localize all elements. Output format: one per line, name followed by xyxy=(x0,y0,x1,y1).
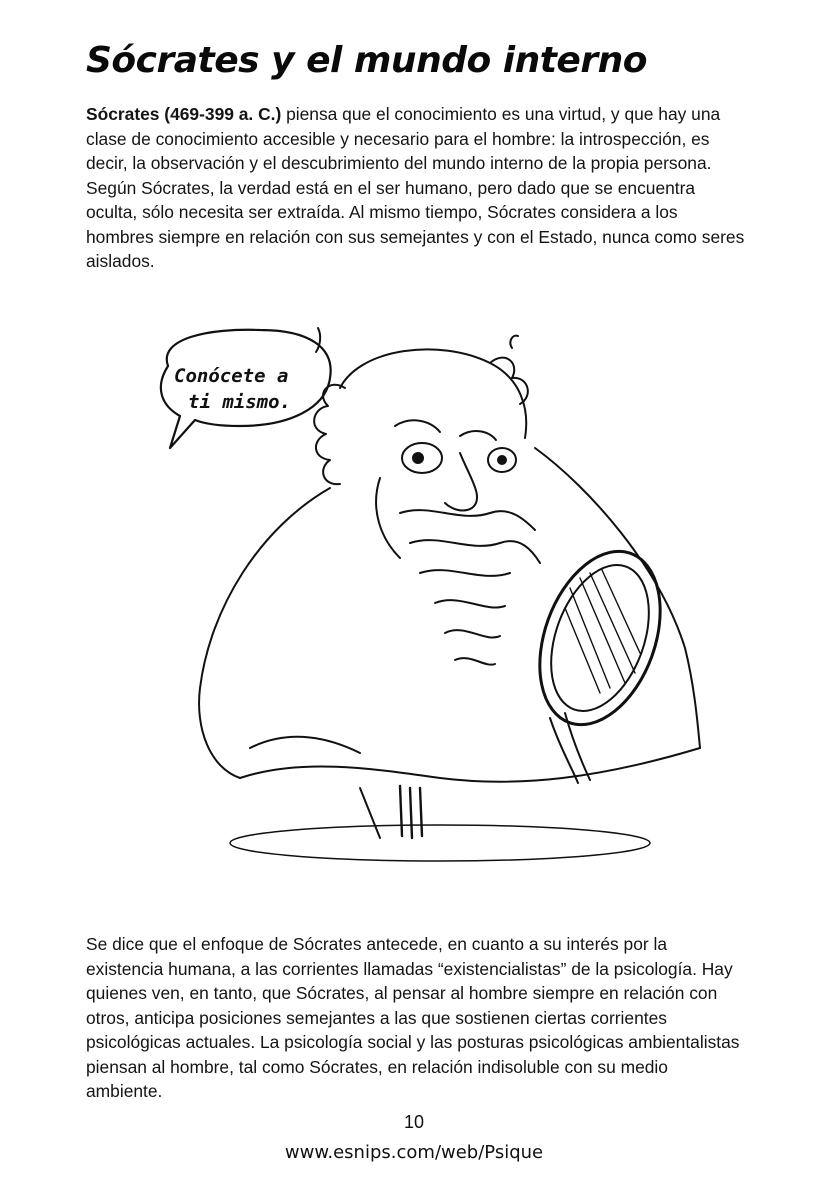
speech-bubble xyxy=(161,330,331,448)
speech-bubble-line1: Conócete a xyxy=(174,365,289,387)
intro-text: piensa que el conocimiento es una virtud, y que hay una clase de conocimiento accesible y necesario para el hombre: la introspección, es decir, la observación y el descubrimiento del mundo interno de la propia persona. Según Sócrates, la verdad está en el ser humano, pero dado que se encuentra oculta, sólo necesita ser extraída. Al mismo tiempo, Sócrates considera a los hombres siempre en relación con sus semejantes y con el Estado, nunca como seres aislados. xyxy=(86,104,745,271)
closing-paragraph: Se dice que el enfoque de Sócrates antecede, en cuanto a su interés por la existencia humana, a las corrientes llamadas “existencialistas” de la psicología. Hay quienes ven, en tanto, que Sócrates, al pensar al hombre siempre en relación con otros, anticipa posiciones semejantes a las que sostienen ciertas corrientes psicológicas actuales. La psicología social y las posturas psicológicas ambientalistas piensan al hombre, tal como Sócrates, en relación indisoluble con su medio ambiente. xyxy=(86,934,740,1101)
intro-paragraph xyxy=(86,102,748,274)
mirror-drawing xyxy=(518,535,683,783)
page-title: Sócrates y el mundo interno xyxy=(86,40,647,81)
speech-bubble-line2: ti mismo. xyxy=(188,391,291,413)
page-number: 10 xyxy=(403,1112,425,1132)
footer-url[interactable]: www.esnips.com/web/Psique xyxy=(284,1142,544,1163)
intro-lead: Sócrates (469-399 a. C.) xyxy=(86,104,282,124)
socrates-illustration xyxy=(140,308,720,888)
